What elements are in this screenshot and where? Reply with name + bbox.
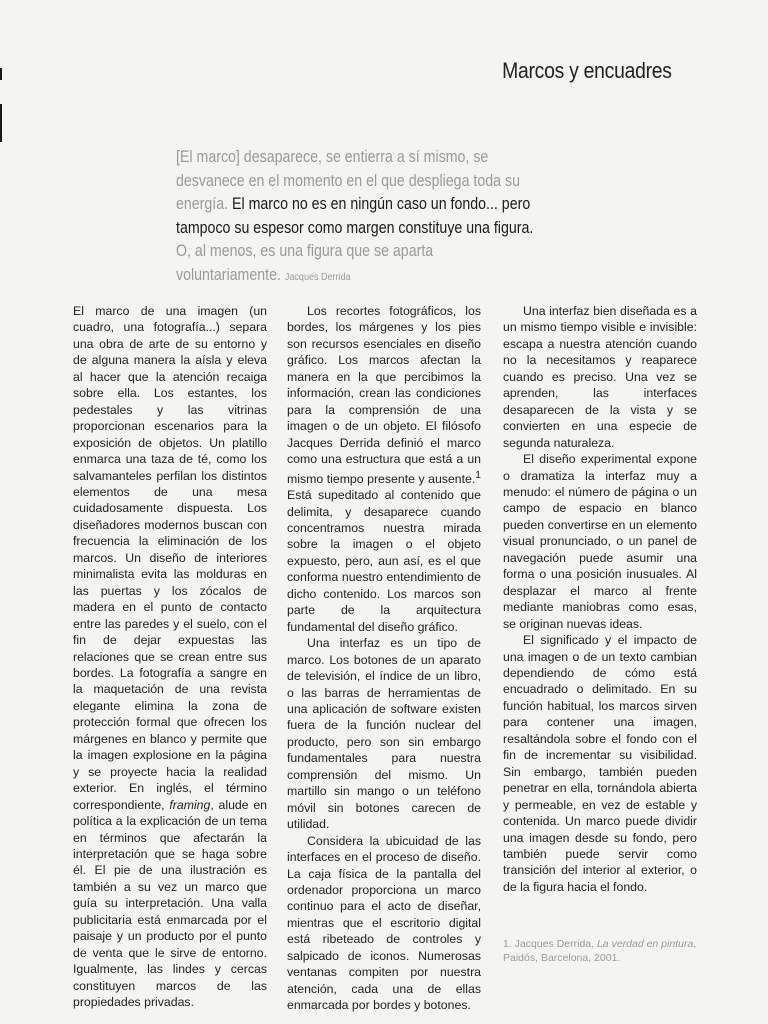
body-column-3 xyxy=(503,303,697,895)
footnote-book-title: La verdad en pintura xyxy=(596,938,694,950)
paragraph-text: Los recortes fotográficos, los bordes, los márgenes y los pies son recursos esenciales en diseño gráfico. Los marcos afectan la manera en la que percibimos la información, crean las condiciones para la comprensión de una imagen o de un objeto. El filósofo Jacques Derrida definió el marco como una estructura que está a un mismo tiempo presente y ausente. xyxy=(287,304,481,486)
page-edge-mark xyxy=(0,68,2,80)
footnote xyxy=(503,937,703,965)
paragraph-text: El marco de una imagen (un cuadro, una fotografía...) separa una obra de arte de su entorno y de alguna manera la aísla y eleva al hacer que la atención recaiga sobre ella. Los estantes, los pedestales y las vitrinas proporcionan escenarios para la exposición de objetos. Un platillo enmarca una taza de té, como los salvamanteles perfilan los distintos elementos de una mesa cuidadosamente dispuesta. Los diseñadores modernos buscan con frecuencia la eliminación de los marcos. Un diseño de interiores minimalista evita las molduras en las puertas y los zócalos de madera en el punto de contacto entre las paredes y el suelo, con el fin de dejar expuestas las relaciones que se crean entre sus bordes. La fotografía a sangre en la maquetación de una revista elegante elimina la zona de protección formal que ofrecen los márgenes en blanco y permite que la imagen explosione en la página y se proyecte hacia la realidad exterior. En inglés, el término correspondiente, xyxy=(73,304,267,812)
paragraph: El significado y el impacto de una imagen o de un texto cambian dependiendo de cómo está encuadrado o delimitado. En su función habitual, los marcos sirven para contener una imagen, resaltándola sobre el fondo con el fin de incrementar su visibilidad. Sin embargo, también pueden penetrar en ella, tornándola abierta y permeable, en vez de estable y contenida. Un marco puede dividir una imagen desde su fondo, pero también puede servir como transición del interior al exterior, o de la figura hacia el fondo. xyxy=(503,633,697,894)
paragraph-italic: framing xyxy=(169,797,211,812)
quote-part-dark: El marco no es en ningún caso un fondo... pero tampoco su espesor como margen constituye una figura. xyxy=(176,195,534,237)
paragraph xyxy=(73,303,267,1010)
quote-author: Jacques Derrida xyxy=(284,270,351,283)
quote-part-light: [El marco] desaparece, se entierra a sí mismo, se desvanece en el momento en el que despliega toda su energía. xyxy=(176,148,520,213)
paragraph-text: Está supeditado al contenido que delimita, y desaparece cuando concentramos nuestra mirada sobre la imagen o el objeto expuesto, pero, aun así, es el que conforma nuestro entendimiento de dicho contenido. Los marcos son parte de la arquitectura fundamental del diseño gráfico. xyxy=(287,488,481,634)
footnote-ref[interactable]: 1 xyxy=(475,469,481,481)
footnote-text: 1. Jacques Derrida, xyxy=(503,938,597,950)
quote-part-light-end: O, al menos, es una figura que se aparta voluntariamente. xyxy=(176,242,434,284)
paragraph: El diseño experimental expone o dramatiza la interfaz muy a menudo: el número de página o un campo de espacio en blanco pueden convertirse en un elemento visual pronunciado, o un panel de navegación puede asumir una forma o una posición inusuales. Al desplazar el marco al frente mediante maniobras como esas, se originan nuevas ideas. xyxy=(503,452,697,631)
paragraph xyxy=(287,303,481,635)
page-edge-mark xyxy=(0,104,2,142)
paragraph: Considera la ubicuidad de las interfaces en el proceso de diseño. La caja física de la pantalla del ordenador proporciona un marco continuo para el acto de diseñar, mientras que el escritorio digital está ribeteado de controles y salpicado de iconos. Numerosas ventanas compiten por nuestra atención, cada una de ellas enmarcada por bordes y botones. xyxy=(287,833,481,1013)
page-title: Marcos y encuadres xyxy=(502,58,672,83)
paragraph: Una interfaz bien diseñada es a un mismo tiempo visible e invisible: escapa a nuestra atención cuando no la necesitamos y reaparece cuando es preciso. Una vez se aprenden, las interfaces desaparecen de la vista y se convierten en una especie de segunda naturaleza. xyxy=(503,304,697,450)
paragraph: Una interfaz es un tipo de marco. Los botones de un aparato de televisión, el índice de un libro, o las barras de herramientas de una aplicación de software existen fuera de la función nuclear del producto, pero son sin embargo fundamentales para nuestra comprensión del mismo. Un martillo sin mango o un teléfono móvil sin botones carecen de utilidad. xyxy=(287,636,481,832)
footnote-text: , Paidós, Barcelona, 2001. xyxy=(503,938,697,964)
paragraph-text: , alude en política a la explicación de un tema en términos que afectarán la interpretación que se haga sobre él. El pie de una ilustración es también a su vez un marco que guía su interpretación. Una valla publicitaria está enmarcada por el paisaje y un producto por el punto de venta que le sirve de entorno. Igualmente, las lindes y cercas constituyen marcos de las propiedades privadas. xyxy=(73,797,267,1010)
epigraph-quote xyxy=(176,146,535,289)
body-column-1 xyxy=(73,303,267,1010)
body-column-2 xyxy=(287,303,481,1014)
